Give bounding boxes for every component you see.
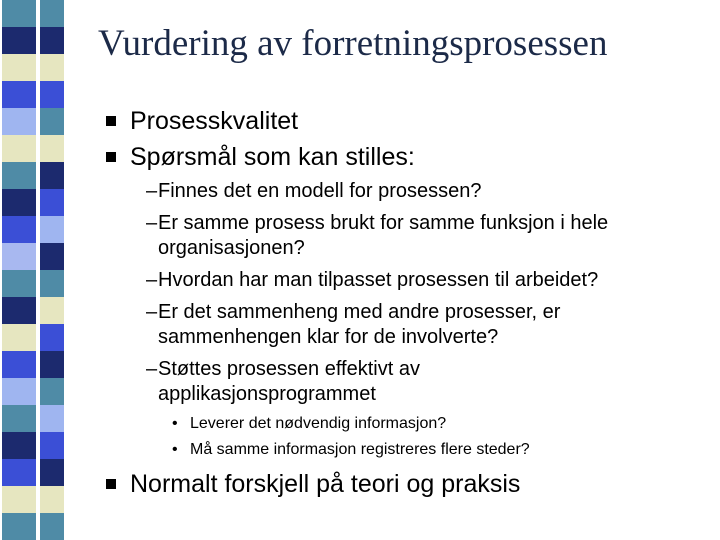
question-text-continued: applikasjonsprogrammet <box>158 383 376 405</box>
strip-block <box>40 324 64 351</box>
strip-block <box>2 216 36 243</box>
strip-row <box>0 270 72 297</box>
strip-block <box>2 459 36 486</box>
strip-row <box>0 486 72 513</box>
strip-block <box>2 27 36 54</box>
strip-block <box>2 108 36 135</box>
strip-block <box>40 486 64 513</box>
dash-bullet: – <box>146 301 158 323</box>
decorative-side-strip <box>0 0 72 540</box>
strip-block <box>2 0 36 27</box>
strip-row <box>0 216 72 243</box>
strip-row <box>0 162 72 189</box>
question-text-continued: organisasjonen? <box>158 237 305 259</box>
strip-row <box>0 0 72 27</box>
strip-block <box>40 135 64 162</box>
strip-block <box>2 243 36 270</box>
square-bullet-icon <box>106 479 116 489</box>
strip-block <box>40 54 64 81</box>
bullet-text: Normalt forskjell på teori og praksis <box>130 470 521 498</box>
question-text: Støttes prosessen effektivt av <box>158 358 420 380</box>
strip-row <box>0 27 72 54</box>
square-bullet-icon <box>106 116 116 126</box>
strip-block <box>40 270 64 297</box>
strip-block <box>2 297 36 324</box>
strip-row <box>0 81 72 108</box>
strip-row <box>0 243 72 270</box>
strip-block <box>40 459 64 486</box>
question-text: Finnes det en modell for prosessen? <box>158 180 482 202</box>
question-text: Hvordan har man tilpasset prosessen til arbeidet? <box>158 269 599 291</box>
strip-block <box>2 324 36 351</box>
dash-bullet: – <box>146 269 158 291</box>
strip-row <box>0 432 72 459</box>
strip-block <box>40 432 64 459</box>
sub-bullet-text: Leverer det nødvendig informasjon? <box>190 415 447 432</box>
strip-block <box>2 513 36 540</box>
strip-block <box>40 378 64 405</box>
slide-title: Vurdering av forretningsprosessen <box>98 23 608 64</box>
strip-block <box>2 135 36 162</box>
question-text-continued: sammenhengen klar for de involverte? <box>158 326 499 348</box>
strip-row <box>0 405 72 432</box>
strip-block <box>40 351 64 378</box>
dash-bullet: – <box>146 180 158 202</box>
strip-row <box>0 513 72 540</box>
sub-bullet-text: Må samme informasjon registreres flere steder? <box>190 441 530 458</box>
bullet-text: Spørsmål som kan stilles: <box>130 143 415 171</box>
strip-block <box>40 243 64 270</box>
strip-block <box>40 513 64 540</box>
dash-bullet: – <box>146 358 158 380</box>
strip-block <box>2 378 36 405</box>
strip-block <box>40 81 64 108</box>
strip-row <box>0 378 72 405</box>
dot-bullet: • <box>172 441 178 458</box>
strip-row <box>0 189 72 216</box>
question-text: Er det sammenheng med andre prosesser, er <box>158 301 561 323</box>
strip-block <box>40 108 64 135</box>
strip-block <box>2 81 36 108</box>
strip-block <box>2 162 36 189</box>
bullet-text: Prosesskvalitet <box>130 107 299 135</box>
strip-row <box>0 351 72 378</box>
question-text: Er samme prosess brukt for samme funksjon i hele <box>158 212 609 234</box>
strip-row <box>0 135 72 162</box>
strip-block <box>40 27 64 54</box>
strip-block <box>40 297 64 324</box>
strip-block <box>2 486 36 513</box>
strip-block <box>2 270 36 297</box>
strip-row <box>0 459 72 486</box>
strip-block <box>40 216 64 243</box>
strip-row <box>0 54 72 81</box>
strip-row <box>0 324 72 351</box>
strip-block <box>40 405 64 432</box>
square-bullet-icon <box>106 152 116 162</box>
dash-bullet: – <box>146 212 158 234</box>
strip-block <box>40 162 64 189</box>
strip-block <box>2 351 36 378</box>
dot-bullet: • <box>172 415 178 432</box>
strip-row <box>0 108 72 135</box>
strip-block <box>2 432 36 459</box>
strip-block <box>40 0 64 27</box>
strip-block <box>2 54 36 81</box>
strip-block <box>2 189 36 216</box>
strip-block <box>2 405 36 432</box>
strip-block <box>40 189 64 216</box>
strip-row <box>0 297 72 324</box>
